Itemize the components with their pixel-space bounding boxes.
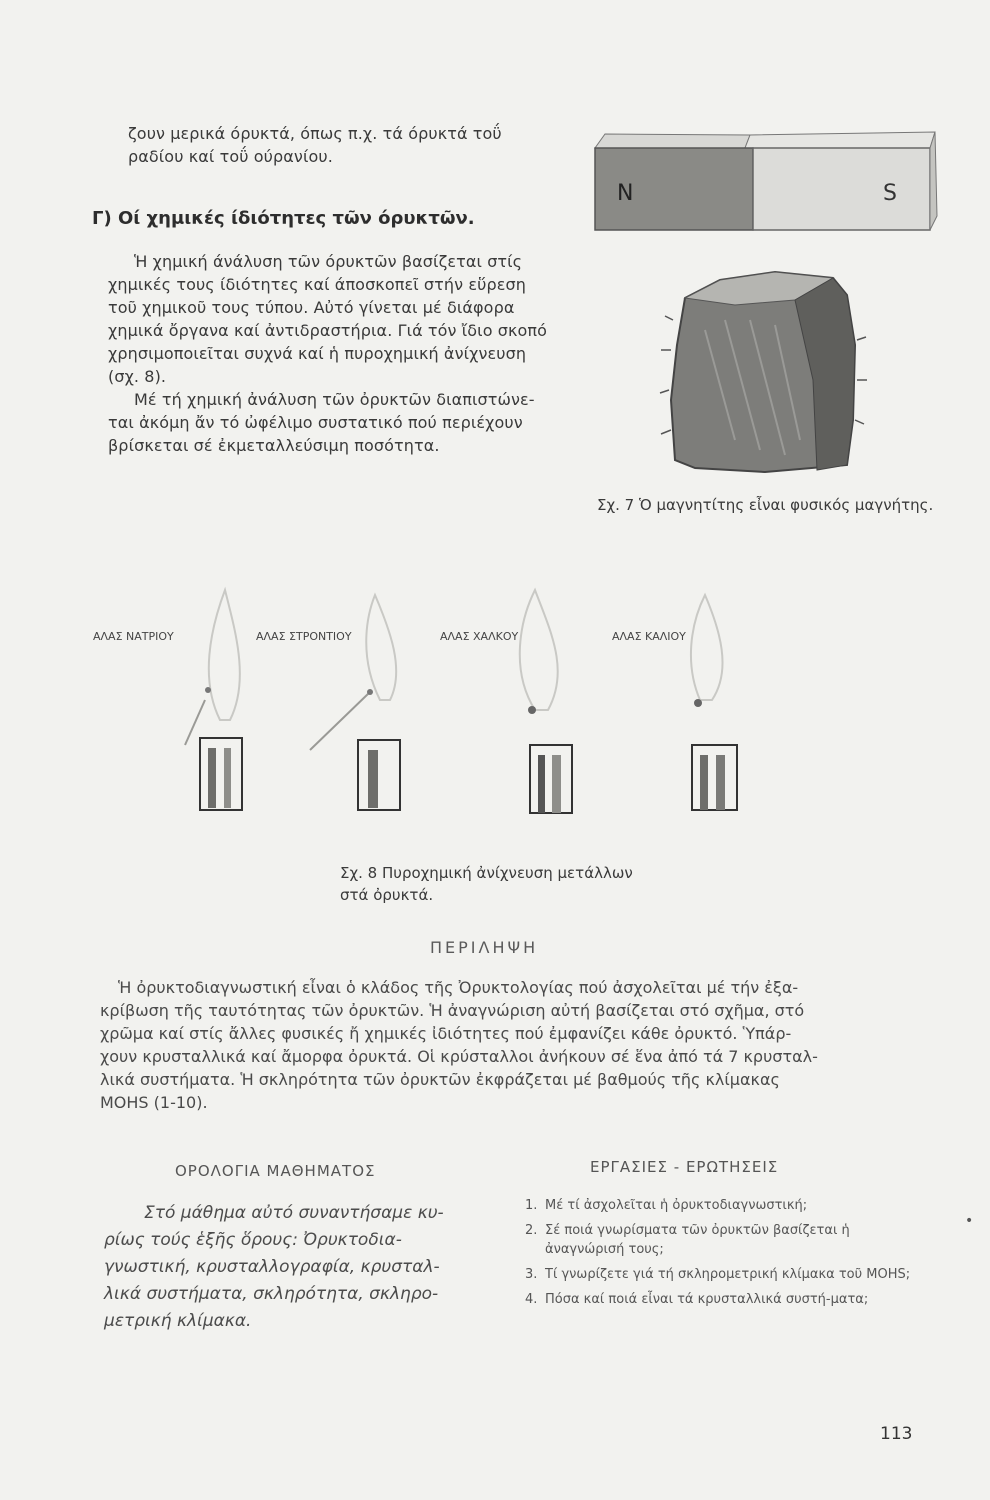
text-line: ραδίου καί τοΰ ούρανίου. [128,147,333,166]
question-text: Πόσα καί ποιά εἶναι τά κρυσταλλικά συστή-ματα; [545,1292,869,1307]
question-number: 4. [525,1292,538,1307]
text-line: βρίσκεται σέ ἐκμεταλλεύσιμη ποσότητα. [108,436,440,455]
flame-copper [520,590,558,714]
text-line: χρησιμοποιεῖται συχνά καί ἡ πυροχημική ἀνίχνευση [108,344,527,363]
text-line: χρῶμα καί στίς ἄλλες φυσικές ἤ χημικές ἰδιότητες πού ἐμφανίζει κάθε ὀρυκτό. Ὑπάρ- [100,1024,792,1043]
question-text: Μέ τί ἀσχολεῖται ἡ ὀρυκτοδιαγνωστική; [545,1198,808,1213]
magnet-south-label: S [883,181,897,206]
summary-title: ΠΕΡΙΛΗΨΗ [430,938,539,957]
question-text: Τί γνωρίζετε γιά τή σκληρομετρική κλίμακα τοῦ MOHS; [545,1267,911,1282]
text-line: Μέ τή χημική ἀνάλυση τῶν ὀρυκτῶν διαπιστώνε- [134,390,535,409]
text-line: ται ἀκόμη ἄν τό ὠφέλιμο συστατικό πού περιέχουν [108,413,523,432]
magnetite-rock [660,272,867,472]
figure-7-illustration [585,120,945,490]
question-item [525,1265,915,1284]
text-line: χουν κρυσταλλικά καί ἄμορφα ὀρυκτά. Οἱ κρύσταλλοι ἀνήκουν σέ ἕνα ἀπό τά 7 κρυσταλ- [100,1047,818,1066]
test-tube-potassium [692,745,737,810]
question-item [525,1196,915,1215]
text-line: Στό μάθημα αὐτό συναντήσαμε κυ- [144,1203,444,1223]
text-line: τοῦ χημικοῦ τους τύπου. Αὐτό γίνεται μέ διάφορα [108,298,515,317]
text-line: λικά συστήματα. Ἡ σκληρότητα τῶν ὀρυκτῶν ἐκφράζεται μέ βαθμούς τῆς κλίμακας [100,1070,780,1089]
caption-line: στά ὀρυκτά. [340,886,434,904]
test-tube-strontium [358,740,400,810]
text-line: χημικά ὄργανα καί ἀντιδραστήρια. Γιά τόν ἴδιο σκοπό [108,321,548,340]
margin-mark: • [965,1213,974,1229]
figure-8-illustration [180,570,760,830]
magnet-north-label: N [617,181,634,206]
text-line: μετρική κλίμακα. [104,1311,252,1331]
text-line: κρίβωση τῆς ταυτότητας τῶν ὀρυκτῶν. Ἡ ἀναγνώριση αὐτή βασίζεται στό σχῆμα, στό [100,1001,805,1020]
caption-line: Σχ. 8 Πυροχημική ἀνίχνευση μετάλλων [340,864,633,882]
question-item [525,1290,915,1309]
text-line: λικά συστήματα, σκληρότητα, σκληρο- [104,1284,439,1304]
test-tube-copper [530,745,572,813]
questions-title: ΕΡΓΑΣΙΕΣ - ΕΡΩΤΗΣΕΙΣ [590,1158,779,1176]
figure-7-caption: Σχ. 7 Ὁ μαγνητίτης εἶναι φυσικός μαγνήτης. [597,496,934,514]
text-line: γνωστική, κρυσταλλογραφία, κρυσταλ- [104,1257,440,1277]
flame-label-strontium: ΑΛΑΣ ΣΤΡΟΝΤΙΟΥ [256,630,352,643]
text-line: Ἡ ὀρυκτοδιαγνωστική εἶναι ὁ κλάδος τῆς Ὀρυκτολογίας πού ἀσχολεῖται μέ τήν ἐξα- [118,978,799,997]
section-heading: Γ) Οί χημικές ίδιότητες τῶν όρυκτῶν. [92,208,475,229]
question-number: 1. [525,1198,538,1213]
summary-text [100,976,818,1114]
flame-sodium [185,590,240,745]
figure-8-caption [340,862,633,906]
text-line: ζουν μερικά όρυκτά, όπως π.χ. τά όρυκτά τοΰ [128,124,502,143]
flame-potassium [691,595,723,707]
questions-list [525,1196,915,1315]
page-number: 113 [880,1424,913,1444]
text-line: MOHS (1-10). [100,1093,208,1112]
flame-strontium [310,595,396,750]
flame-label-potassium: ΑΛΑΣ ΚΑΛΙΟΥ [612,630,686,643]
section-body [108,250,547,457]
question-text: Σέ ποιά γνωρίσματα τῶν ὀρυκτῶν βασίζεται ἡ ἀναγνώρισή τους; [545,1223,850,1257]
question-number: 2. [525,1223,538,1238]
test-tube-sodium [200,738,242,810]
text-line: ρίως τούς ἑξῆς ὅρους: Ὀρυκτοδια- [104,1230,402,1250]
terminology-title: ΟΡΟΛΟΓΙΑ ΜΑΘΗΜΑΤΟΣ [175,1162,376,1180]
text-line: (σχ. 8). [108,367,167,386]
question-item [525,1221,915,1259]
question-number: 3. [525,1267,538,1282]
magnet-bar [595,132,937,230]
intro-text [128,122,502,168]
terminology-text [104,1200,444,1335]
text-line: Ἡ χημική άνάλυση τῶν όρυκτῶν βασίζεται στίς [134,252,523,271]
flame-label-copper: ΑΛΑΣ ΧΑΛΚΟΥ [440,630,519,643]
text-line: χημικές τους ίδιότητες καί άποσκοπεῖ στήν εὕρεση [108,275,526,294]
flame-label-sodium: ΑΛΑΣ ΝΑΤΡΙΟΥ [93,630,174,643]
